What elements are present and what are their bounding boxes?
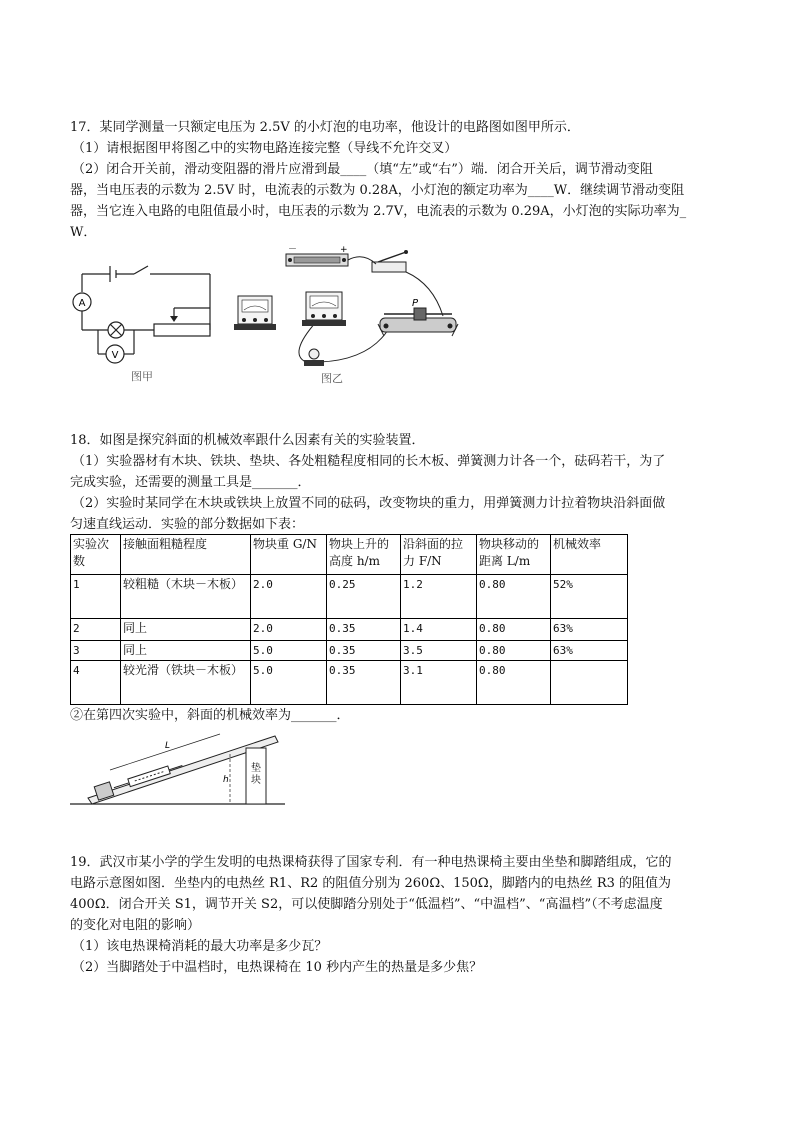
q19-stem-line3: 400Ω．闭合开关 S1，调节开关 S2，可以使脚踏分别处于“低温档”、“中温档”、“高温档”（不考虑温度 [70, 897, 663, 912]
q18-part2-line2: 匀速直线运动．实验的部分数据如下表： [70, 517, 305, 532]
table-cell: 0.80 [477, 619, 551, 641]
slider-p-label: P [412, 298, 419, 309]
table-cell: 0.35 [327, 661, 401, 705]
table-cell: 0.80 [477, 661, 551, 705]
table-cell: 较粗糙（木块－木板） [121, 575, 251, 619]
ammeter-label: A [78, 298, 86, 309]
table-cell: 1 [71, 575, 121, 619]
q18-stem: 18．如图是探究斜面的机械效率跟什么因素有关的实验装置． [70, 433, 425, 448]
q17-stem: 17．某同学测量一只额定电压为 2.5V 的小灯泡的电功率，他设计的电路图如图甲所示． [70, 120, 580, 135]
ammeter-device [302, 292, 346, 326]
lamp-device [304, 349, 324, 366]
header-cell: 沿斜面的拉力 F/N [401, 535, 477, 575]
question-17 [70, 117, 720, 243]
figure-a-caption: 图甲 [131, 370, 153, 383]
table-cell: 3 [71, 641, 121, 661]
q18-part2-question [70, 705, 720, 726]
table-cell: 同上 [121, 619, 251, 641]
table-cell: 0.35 [327, 641, 401, 661]
table-cell: 2.0 [251, 575, 327, 619]
table-row [71, 619, 628, 641]
q17-part1: （1）请根据图甲将图乙中的实物电路连接完整（导线不允许交叉） [72, 141, 458, 156]
voltmeter-device [234, 296, 276, 330]
table-cell: 0.80 [477, 641, 551, 661]
q19-stem-line4: 的变化对电阻的影响） [70, 918, 201, 933]
q18-part2-line1: （2）实验时某同学在木块或铁块上放置不同的砝码，改变物块的重力，用弹簧测力计拉着物块沿斜面做 [72, 496, 666, 511]
table-cell: 1.2 [401, 575, 477, 619]
q19-part1: （1）该电热课椅消耗的最大功率是多少瓦？ [72, 939, 328, 954]
table-cell: 0.25 [327, 575, 401, 619]
knife-switch [372, 250, 408, 272]
height-h-label: h [223, 775, 229, 785]
table-cell: 63% [551, 641, 628, 661]
table-cell: 3.1 [401, 661, 477, 705]
support-block-label: 垫块 [251, 763, 261, 786]
q18-part1-line1: （1）实验器材有木块、铁块、垫块、各处粗糙程度相同的长木板、弹簧测力计各一个，砝码若干，为了 [72, 454, 666, 469]
table-row [71, 641, 628, 661]
q17-part2-line1: （2）闭合开关前，滑动变阻器的滑片应滑到最____（填“左”或“右”）端．闭合开关后，调节滑动变阻 [72, 162, 653, 177]
table-cell: 同上 [121, 641, 251, 661]
table-cell: 2 [71, 619, 121, 641]
q18-part1-line2: 完成实验，还需要的测量工具是_______． [70, 475, 311, 490]
circuit-diagram-a [70, 258, 220, 386]
table-cell: 0.35 [327, 619, 401, 641]
table-cell: 5.0 [251, 641, 327, 661]
table-cell: 0.80 [477, 575, 551, 619]
switch-blade [134, 266, 148, 274]
rheostat-symbol [154, 324, 210, 336]
q19-stem-line1: 19．武汉市某小学的学生发明的电热课椅获得了国家专利．有一种电热课椅主要由坐垫和脚踏组成，它的 [70, 855, 672, 870]
header-cell: 接触面粗糙程度 [121, 535, 251, 575]
experiment-data-table [70, 534, 628, 705]
header-cell: 机械效率 [551, 535, 628, 575]
table-row [71, 575, 628, 619]
table-cell: 3.5 [401, 641, 477, 661]
header-cell: 物块移动的距离 L/m [477, 535, 551, 575]
table-cell: 4 [71, 661, 121, 705]
table-cell: 2.0 [251, 619, 327, 641]
table-row [71, 661, 628, 705]
q19-stem-line2: 电路示意图如图．坐垫内的电热丝 R1、R2 的阻值分别为 260Ω、150Ω，脚踏内的电热丝 R3 的阻值为 [70, 876, 672, 891]
question-18 [70, 430, 720, 535]
q18-efficiency-question: ②在第四次实验中，斜面的机械效率为_______． [70, 708, 350, 723]
voltmeter-label: V [111, 350, 119, 361]
battery-minus-label: － [288, 245, 298, 255]
table-cell: 较光滑（铁块－木板） [121, 661, 251, 705]
battery-plus-label: + [340, 245, 348, 255]
apparatus-diagram-b [228, 244, 468, 386]
battery-box [286, 254, 348, 266]
q19-part2: （2）当脚踏处于中温档时，电热课椅在 10 秒内产生的热量是多少焦？ [72, 960, 483, 975]
figure-b-caption: 图乙 [321, 372, 343, 385]
table-cell: 52% [551, 575, 628, 619]
header-cell: 实验次数 [71, 535, 121, 575]
table-cell: 5.0 [251, 661, 327, 705]
length-l-label: L [165, 741, 171, 751]
question-19 [70, 852, 720, 978]
table-header-row [71, 535, 628, 575]
table-cell: 1.4 [401, 619, 477, 641]
rheostat-device [378, 308, 458, 336]
q17-part2-line4: W． [70, 225, 97, 240]
q17-part2-line3: 器，当它连入电路的电阻值最小时，电压表的示数为 2.7V，电流表的示数为 0.29A，小灯泡的实际功率为_ [70, 204, 687, 219]
table-cell: 63% [551, 619, 628, 641]
table-cell [551, 661, 628, 705]
header-cell: 物块上升的高度 h/m [327, 535, 401, 575]
q17-part2-line2: 器，当电压表的示数为 2.5V 时，电流表的示数为 0.28A，小灯泡的额定功率为____W．继续调节滑动变阻 [70, 183, 685, 198]
header-cell: 物块重 G/N [251, 535, 327, 575]
